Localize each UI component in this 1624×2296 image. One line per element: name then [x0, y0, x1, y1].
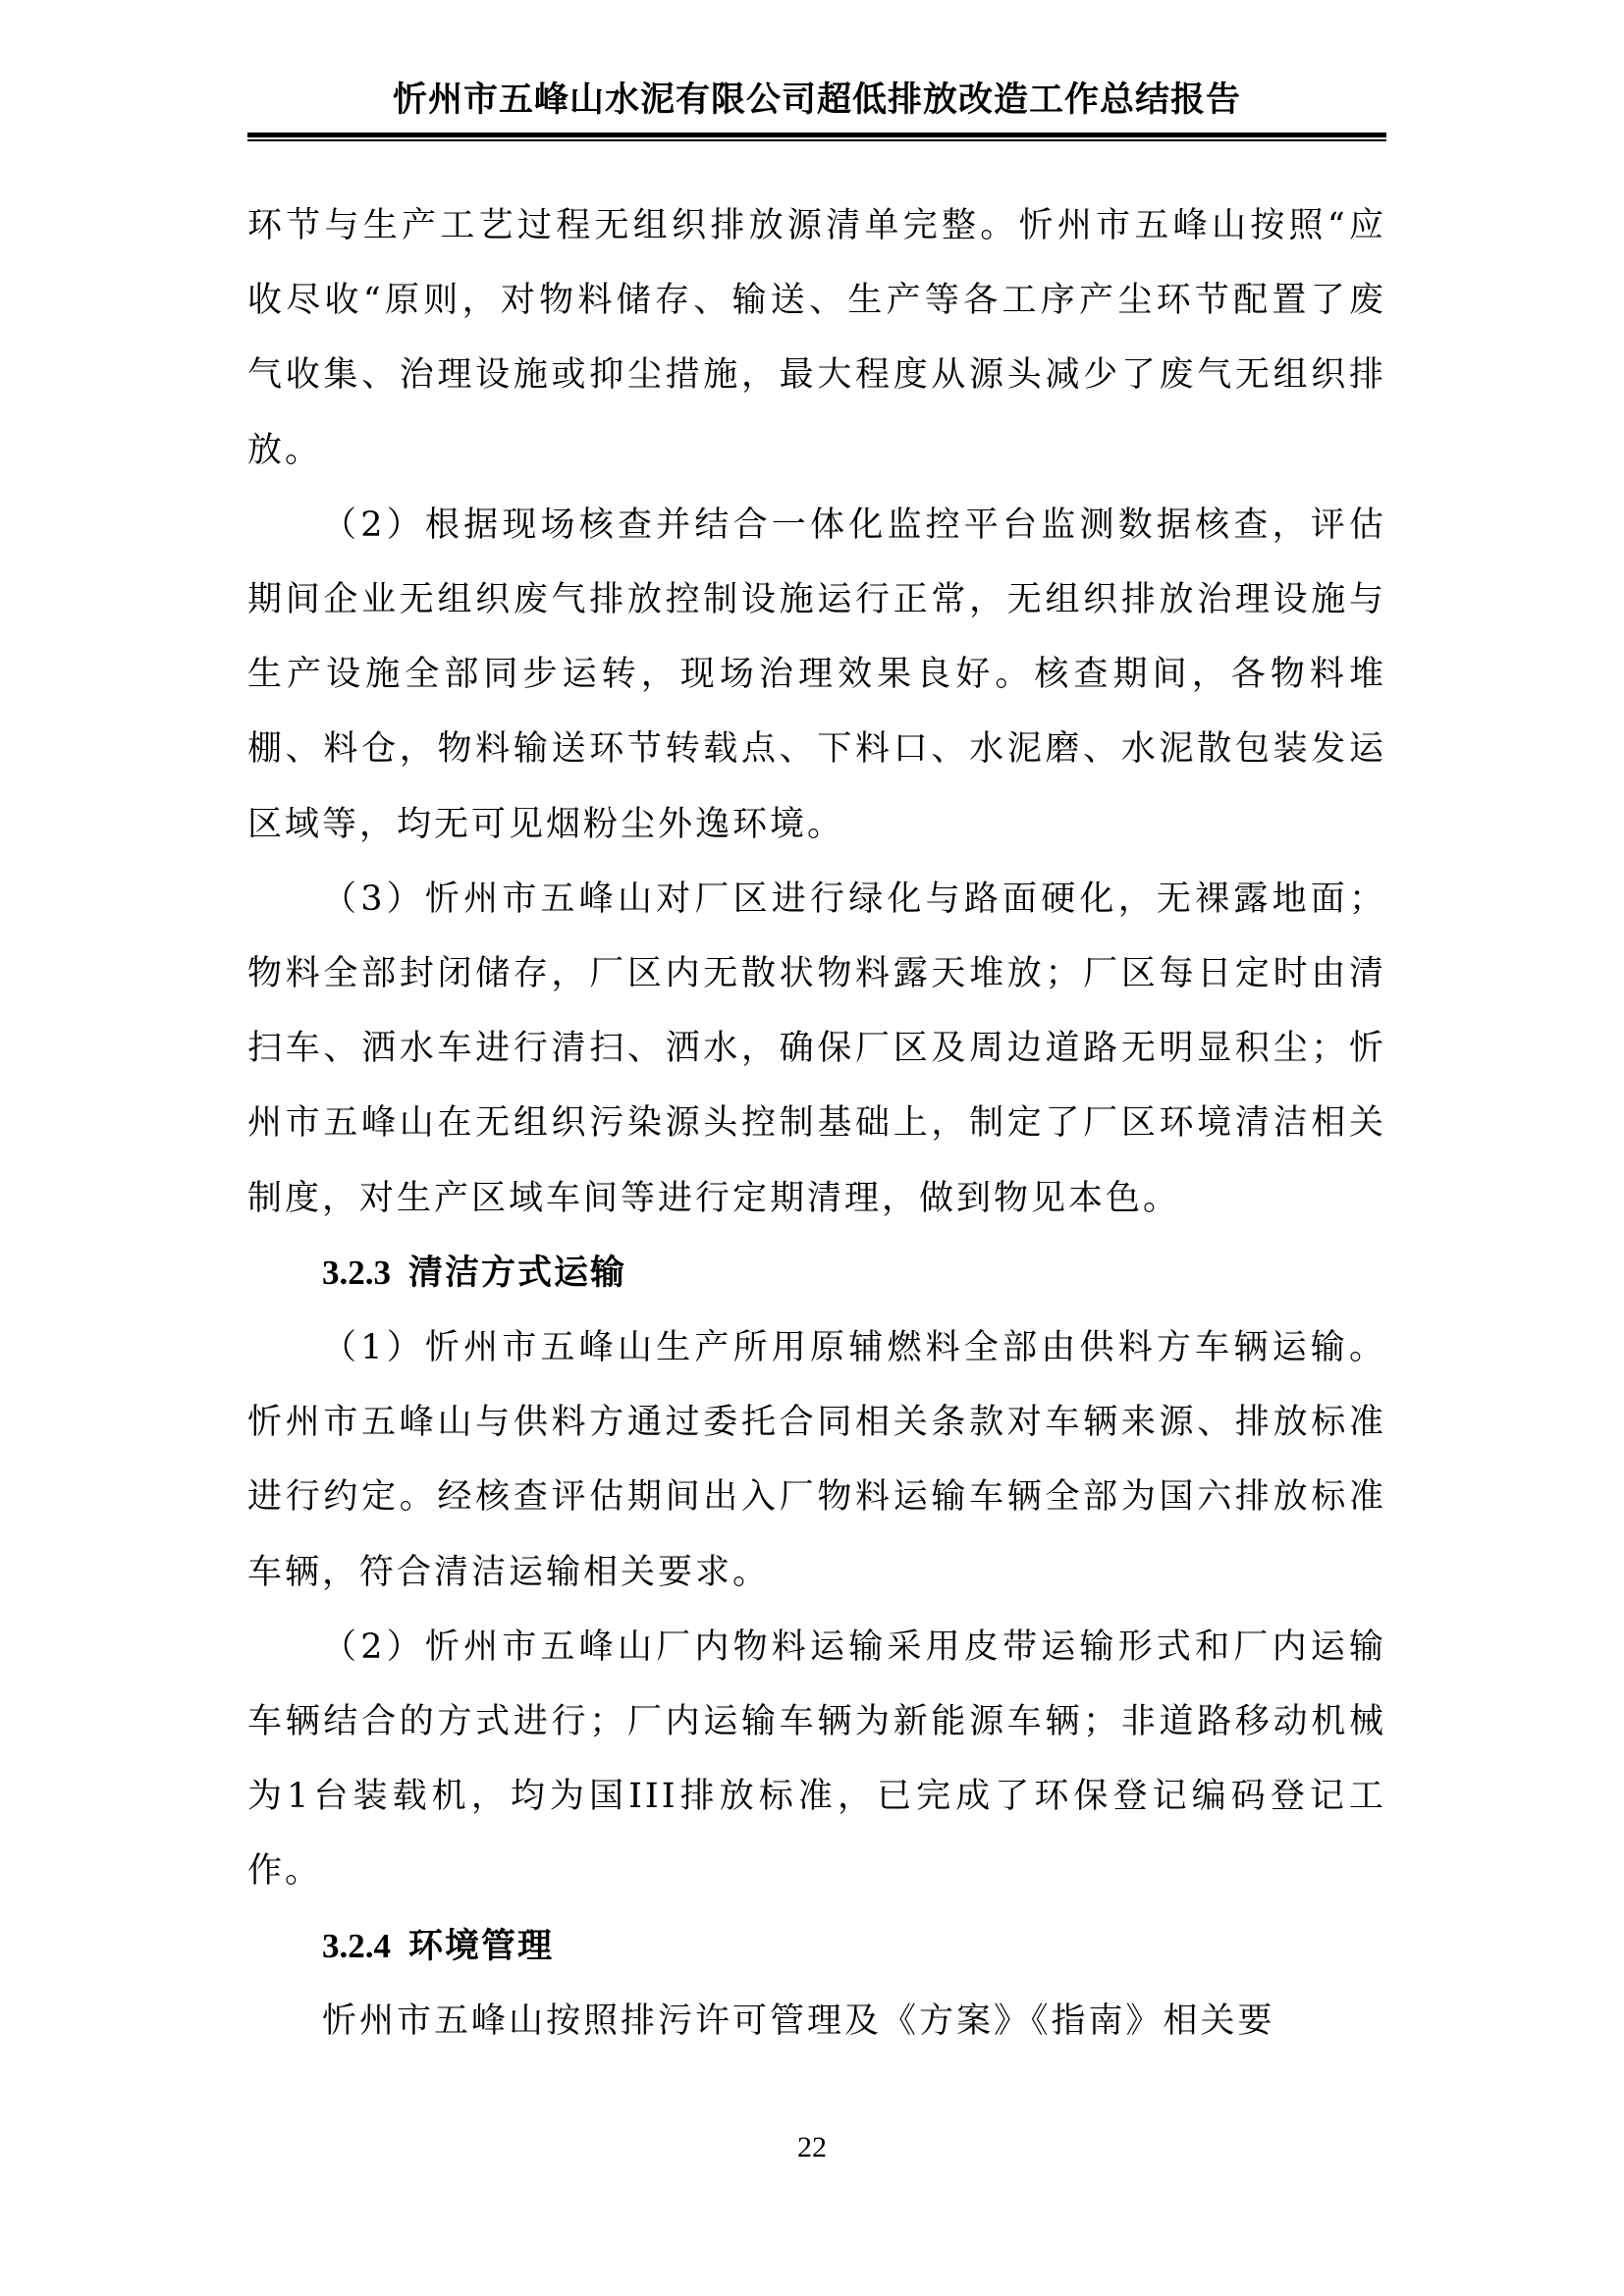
document-body	[247, 188, 1386, 2058]
paragraph-item-2: （2）根据现场核查并结合一体化监控平台监测数据核查，评估期间企业无组织废气排放控制设施运行正常，无组织排放治理设施与生产设施全部同步运转，现场治理效果良好。核查期间，各物料堆棚、料仓，物料输送环节转载点、下料口、水泥磨、水泥散包装发运区域等，均无可见烟粉尘外逸环境。	[247, 505, 1386, 844]
section-heading-3-2-3	[247, 1236, 1386, 1310]
paragraph-environment: 忻州市五峰山按照排污许可管理及《方案》《指南》相关要	[322, 2001, 1275, 2041]
section-heading-3-2-4	[247, 1909, 1386, 1984]
header-rule-thin	[247, 139, 1386, 141]
paragraph-transport-1: （1）忻州市五峰山生产所用原辅燃料全部由供料方车辆运输。忻州市五峰山与供料方通过委托合同相关条款对车辆来源、排放标准进行约定。经核查评估期间出入厂物料运输车辆全部为国六排放标准车辆，符合清洁运输相关要求。	[247, 1328, 1386, 1592]
section-title: 清洁方式运输	[408, 1253, 627, 1293]
section-number: 3.2.4	[322, 1926, 391, 1965]
page-number: 22	[797, 2131, 827, 2163]
section-number: 3.2.3	[322, 1253, 391, 1292]
header-rule-thick	[247, 133, 1386, 137]
paragraph-transport-2: （2）忻州市五峰山厂内物料运输采用皮带运输形式和厂内运输车辆结合的方式进行；厂内运输车辆为新能源车辆；非道路移动机械为1台装载机，均为国III排放标准，已完成了环保登记编码登记工作。	[247, 1627, 1386, 1892]
paragraph-continuation: 环节与生产工艺过程无组织排放源清单完整。忻州市五峰山按照“应收尽收“原则，对物料储存、输送、生产等各工序产尘环节配置了废气收集、治理设施或抑尘措施，最大程度从源头减少了废气无组织排放。	[247, 206, 1386, 470]
paragraph-item-3: （3）忻州市五峰山对厂区进行绿化与路面硬化，无裸露地面；物料全部封闭储存，厂区内无散状物料露天堆放；厂区每日定时由清扫车、洒水车进行清扫、洒水，确保厂区及周边道路无明显积尘；忻州市五峰山在无组织污染源头控制基础上，制定了厂区环境清洁相关制度，对生产区域车间等进行定期清理，做到物见本色。	[247, 879, 1386, 1218]
header-title: 忻州市五峰山水泥有限公司超低排放改造工作总结报告	[392, 80, 1241, 120]
section-title: 环境管理	[408, 1926, 555, 1966]
page-header	[247, 0, 1386, 147]
